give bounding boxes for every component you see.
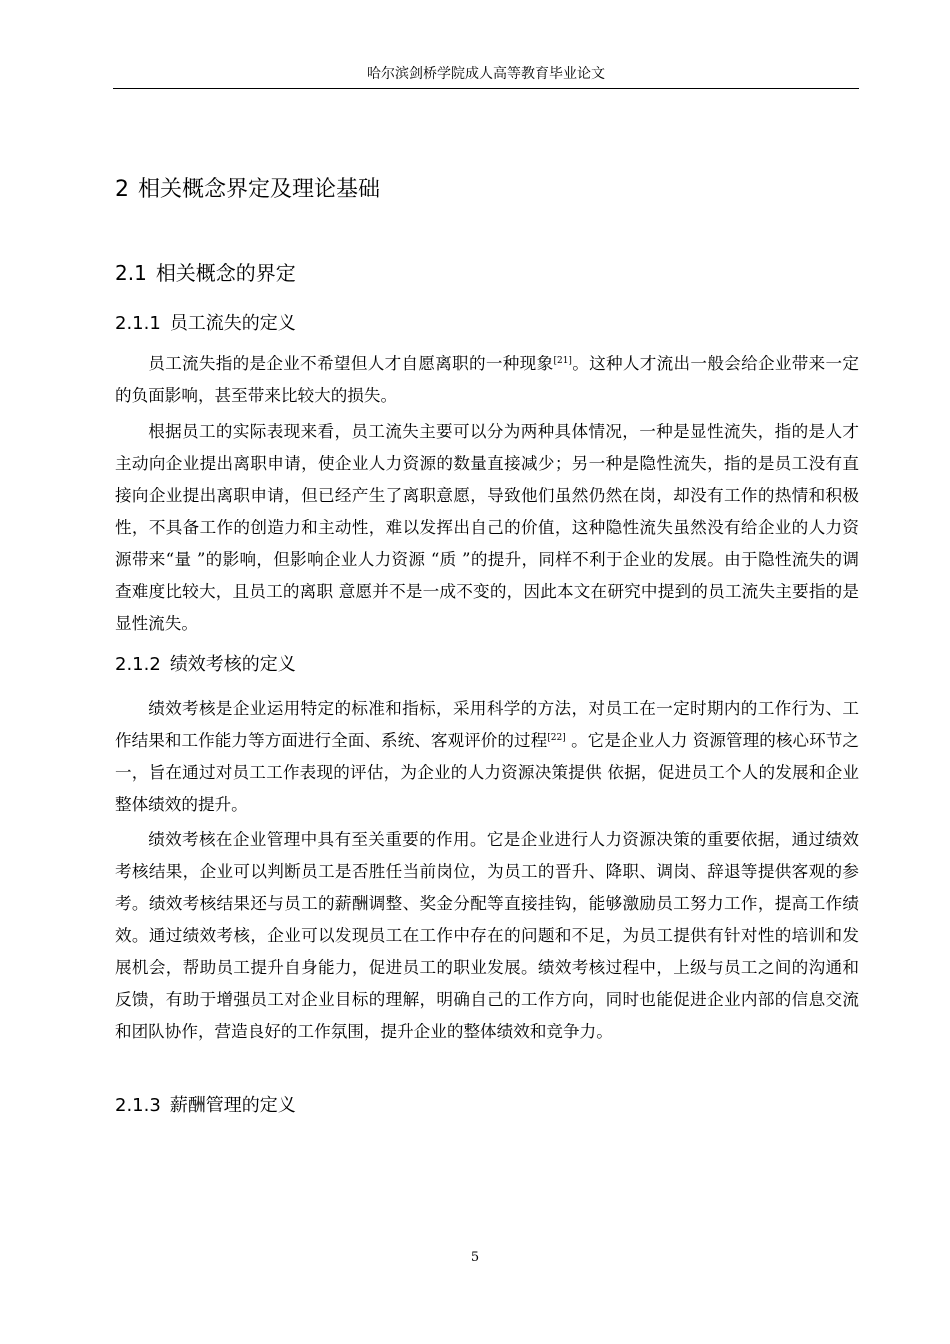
subsection-title: 员工流失的定义 bbox=[169, 313, 296, 334]
subsection-number: 2.1.2 bbox=[115, 654, 161, 675]
subsection-heading bbox=[115, 309, 296, 339]
body-paragraph bbox=[115, 693, 859, 821]
section-heading bbox=[115, 256, 296, 290]
subsection-heading bbox=[115, 650, 296, 680]
body-paragraph bbox=[115, 416, 859, 640]
subsection-number: 2.1.1 bbox=[115, 313, 161, 334]
paragraph-text: 员工流失指的是企业不希望但人才自愿离职的一种现象 bbox=[148, 354, 554, 373]
section-title: 相关概念的界定 bbox=[155, 261, 296, 285]
subsection-title: 薪酬管理的定义 bbox=[169, 1095, 296, 1116]
page-number: 5 bbox=[470, 1250, 480, 1265]
paragraph-text: 绩效考核是企业运用特定的标准和指标，采用科学的方法，对员工在一定时期内的工作行为、工作结果和工作能力等方面进行全面、系统、客观评价的过程 bbox=[115, 699, 859, 750]
paragraph-text: 绩效考核在企业管理中具有至关重要的作用。它是企业进行人力资源决策的重要依据，通过绩效考核结果，企业可以判断员工是否胜任当前岗位，为员工的晋升、降职、调岗、辞退等提供客观的参考。绩效考核结果还与员工的薪酬调整、奖金分配等直接挂钩，能够激励员工努力工作，提高工作绩效。通过绩效考核，企业可以发现员工在工作中存在的问题和不足，为员工提供有针对性的培训和发展机会，帮助员工提升自身能力，促进员工的职业发展。绩效考核过程中，上级与员工之间的沟通和反馈，有助于增强员工对企业目标的理解，明确自己的工作方向，同时也能促进企业内部的信息交流和团队协作，营造良好的工作氛围，提升企业的整体绩效和竞争力。 bbox=[115, 830, 859, 1041]
subsection-title: 绩效考核的定义 bbox=[169, 654, 296, 675]
paragraph-text: 。这种人才流出一般会给企业带来一定的负面影响，甚至带来比较大的损失。 bbox=[115, 354, 859, 405]
subsection-number: 2.1.3 bbox=[115, 1095, 161, 1116]
chapter-title: 相关概念界定及理论基础 bbox=[138, 177, 381, 202]
header-title: 哈尔滨剑桥学院成人高等教育毕业论文 bbox=[367, 66, 605, 82]
paragraph-text: 根据员工的实际表现来看，员工流失主要可以分为两种具体情况，一种是显性流失，指的是人才主动向企业提出离职申请，使企业人力资源的数量直接减少；另一种是隐性流失，指的是员工没有直接向企业提出离职申请，但已经产生了离职意愿，导致他们虽然仍然在岗，却没有工作的热情和积极性，不具备工作的创造力和主动性，难以发挥出自己的价值，这种隐性流失虽然没有给企业的人力资源带来“量 ”的影响，但影响企业人力资源 “质 ”的提升，同样不利于企业的发展。由于隐性流失的调查难度比较大，且员工的离职 意愿并不是一成不变的，因此本文在研究中提到的员工流失主要指的是显性流失。 bbox=[115, 422, 859, 633]
citation-marker: [21] bbox=[553, 356, 572, 366]
body-paragraph bbox=[115, 824, 859, 1048]
section-number: 2.1 bbox=[115, 261, 147, 285]
running-header bbox=[113, 64, 859, 89]
citation-marker: [22] bbox=[547, 733, 566, 743]
body-paragraph bbox=[115, 348, 859, 412]
paragraph-text: 。它是企业人力 资源管理的核心环节之一，旨在通过对员工工作表现的评估，为企业的人力资源决策提供 依据，促进员工个人的发展和企业整体绩效的提升。 bbox=[115, 731, 859, 814]
chapter-number: 2 bbox=[115, 177, 129, 202]
chapter-heading bbox=[115, 172, 380, 208]
subsection-heading bbox=[115, 1091, 296, 1121]
